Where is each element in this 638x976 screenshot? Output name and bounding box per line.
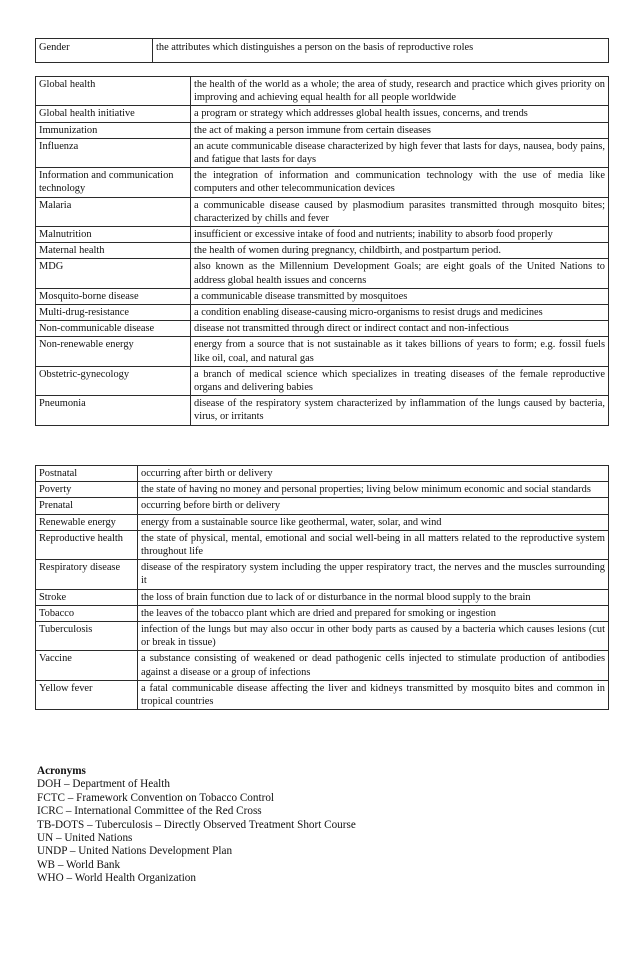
glossary-definition: the leaves of the tobacco plant which are dried and prepared for smoking or ingestion bbox=[138, 605, 609, 621]
glossary-definition: a branch of medical science which specializes in treating diseases of the female reproductive organs and delivering babies bbox=[191, 366, 609, 395]
glossary-definition: energy from a source that is not sustainable as it takes billions of years to form; e.g. fossil fuels like oil, coal, and natural gas bbox=[191, 337, 609, 366]
acronym-line: TB-DOTS – Tuberculosis – Directly Observed Treatment Short Course bbox=[37, 818, 356, 831]
glossary-term: Poverty bbox=[36, 482, 138, 498]
glossary-definition: the state of having no money and personal properties; living below minimum economic and social standards bbox=[138, 482, 609, 498]
glossary-term: Renewable energy bbox=[36, 514, 138, 530]
acronym-line: UN – United Nations bbox=[37, 832, 133, 845]
glossary-row bbox=[36, 77, 609, 106]
glossary-term: Maternal health bbox=[36, 243, 191, 259]
glossary-table-p-to-y bbox=[35, 465, 609, 710]
glossary-row bbox=[36, 243, 609, 259]
glossary-term: Tuberculosis bbox=[36, 622, 138, 651]
glossary-table-body bbox=[36, 39, 609, 63]
glossary-row bbox=[36, 138, 609, 167]
glossary-definition: an acute communicable disease characterized by high fever that lasts for days, nausea, body pains, and fatigue that lasts for days bbox=[191, 138, 609, 167]
glossary-definition: infection of the lungs but may also occur in other body parts as caused by a bacteria which causes lesions (cut or break in tissue) bbox=[138, 622, 609, 651]
glossary-row bbox=[36, 622, 609, 651]
glossary-term: Immunization bbox=[36, 122, 191, 138]
glossary-row bbox=[36, 466, 609, 482]
glossary-definition: the attributes which distinguishes a person on the basis of reproductive roles bbox=[153, 39, 609, 63]
acronym-line: FCTC – Framework Convention on Tobacco Control bbox=[37, 791, 275, 804]
glossary-table-gender bbox=[35, 38, 609, 63]
glossary-definition: disease not transmitted through direct or indirect contact and non-infectious bbox=[191, 321, 609, 337]
glossary-definition: occurring before birth or delivery bbox=[138, 498, 609, 514]
glossary-definition: energy from a sustainable source like geothermal, water, solar, and wind bbox=[138, 514, 609, 530]
glossary-row bbox=[36, 530, 609, 559]
glossary-term: Gender bbox=[36, 39, 153, 63]
glossary-definition: the state of physical, mental, emotional and social well-being in all matters related to the reproductive system throughout life bbox=[138, 530, 609, 559]
glossary-term: Malnutrition bbox=[36, 227, 191, 243]
glossary-definition: a condition enabling disease-causing micro-organisms to resist drugs and medicines bbox=[191, 305, 609, 321]
glossary-definition: a fatal communicable disease affecting the liver and kidneys transmitted by mosquito bites and common in tropical countries bbox=[138, 680, 609, 709]
glossary-definition: a program or strategy which addresses global health issues, concerns, and trends bbox=[191, 106, 609, 122]
glossary-row bbox=[36, 498, 609, 514]
glossary-table-body bbox=[36, 466, 609, 710]
glossary-definition: a communicable disease caused by plasmodium parasites transmitted through mosquito bites; characterized by chills and fever bbox=[191, 197, 609, 226]
glossary-row bbox=[36, 39, 609, 63]
glossary-row bbox=[36, 337, 609, 366]
glossary-row bbox=[36, 305, 609, 321]
glossary-term: Malaria bbox=[36, 197, 191, 226]
glossary-row bbox=[36, 560, 609, 589]
glossary-definition: disease of the respiratory system including the upper respiratory tract, the nerves and the muscles surrounding it bbox=[138, 560, 609, 589]
acronym-line: ICRC – International Committee of the Red Cross bbox=[37, 805, 262, 818]
glossary-row bbox=[36, 122, 609, 138]
glossary-definition: the integration of information and communication technology with the use of media like computers and other telecommunication devices bbox=[191, 168, 609, 197]
glossary-row bbox=[36, 605, 609, 621]
glossary-table-g-to-p bbox=[35, 76, 609, 426]
glossary-row bbox=[36, 514, 609, 530]
acronym-line: WHO – World Health Organization bbox=[37, 872, 196, 885]
glossary-definition: the health of the world as a whole; the area of study, research and practice which gives priority on improving and achieving equal health for all people worldwide bbox=[191, 77, 609, 106]
glossary-term: Non-renewable energy bbox=[36, 337, 191, 366]
glossary-definition: a communicable disease transmitted by mosquitoes bbox=[191, 288, 609, 304]
glossary-term: Respiratory disease bbox=[36, 560, 138, 589]
glossary-table-body bbox=[36, 77, 609, 426]
glossary-term: Prenatal bbox=[36, 498, 138, 514]
glossary-row bbox=[36, 288, 609, 304]
glossary-definition: a substance consisting of weakened or dead pathogenic cells injected to stimulate production of antibodies against a disease or a group of infections bbox=[138, 651, 609, 680]
glossary-definition: also known as the Millennium Development Goals; are eight goals of the United Nations to address global health issues and concerns bbox=[191, 259, 609, 288]
glossary-definition: the health of women during pregnancy, childbirth, and postpartum period. bbox=[191, 243, 609, 259]
acronym-line: UNDP – United Nations Development Plan bbox=[37, 845, 233, 858]
glossary-term: Influenza bbox=[36, 138, 191, 167]
glossary-term: Pneumonia bbox=[36, 396, 191, 425]
glossary-term: Vaccine bbox=[36, 651, 138, 680]
glossary-definition: the act of making a person immune from certain diseases bbox=[191, 122, 609, 138]
glossary-row bbox=[36, 396, 609, 425]
glossary-row bbox=[36, 197, 609, 226]
glossary-row bbox=[36, 589, 609, 605]
glossary-definition: disease of the respiratory system characterized by inflammation of the lungs caused by bacteria, virus, or irritants bbox=[191, 396, 609, 425]
glossary-term: Non-communicable disease bbox=[36, 321, 191, 337]
acronyms-heading: Acronyms bbox=[37, 765, 86, 777]
glossary-row bbox=[36, 168, 609, 197]
glossary-term: Multi-drug-resistance bbox=[36, 305, 191, 321]
glossary-row bbox=[36, 366, 609, 395]
glossary-term: MDG bbox=[36, 259, 191, 288]
glossary-term: Reproductive health bbox=[36, 530, 138, 559]
glossary-term: Global health bbox=[36, 77, 191, 106]
acronym-line: WB – World Bank bbox=[37, 858, 121, 871]
glossary-row bbox=[36, 106, 609, 122]
acronyms-section bbox=[37, 765, 597, 886]
glossary-row bbox=[36, 259, 609, 288]
glossary-definition: insufficient or excessive intake of food and nutrients; inability to absorb food properly bbox=[191, 227, 609, 243]
glossary-term: Tobacco bbox=[36, 605, 138, 621]
glossary-definition: the loss of brain function due to lack of or disturbance in the normal blood supply to the brain bbox=[138, 589, 609, 605]
glossary-row bbox=[36, 651, 609, 680]
glossary-term: Mosquito-borne disease bbox=[36, 288, 191, 304]
acronym-line: DOH – Department of Health bbox=[37, 778, 170, 791]
glossary-row bbox=[36, 321, 609, 337]
glossary-term: Postnatal bbox=[36, 466, 138, 482]
glossary-definition: occurring after birth or delivery bbox=[138, 466, 609, 482]
glossary-term: Yellow fever bbox=[36, 680, 138, 709]
glossary-term: Information and communication technology bbox=[36, 168, 191, 197]
glossary-term: Obstetric-gynecology bbox=[36, 366, 191, 395]
glossary-term: Global health initiative bbox=[36, 106, 191, 122]
glossary-row bbox=[36, 482, 609, 498]
glossary-row bbox=[36, 680, 609, 709]
glossary-term: Stroke bbox=[36, 589, 138, 605]
glossary-row bbox=[36, 227, 609, 243]
